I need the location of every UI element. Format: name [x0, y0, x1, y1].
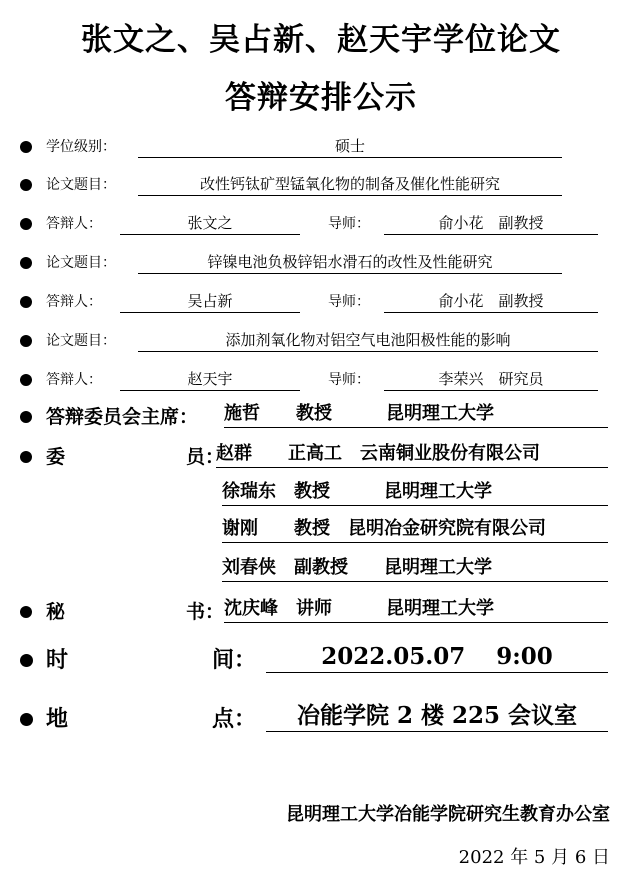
student-row [20, 367, 612, 395]
advisor-name: 俞小花 副教授 [384, 290, 598, 313]
title-line-1: 张文之、吴占新、赵天宇学位论文 [81, 22, 561, 58]
time-value: 2022.05.07 9:00 [266, 642, 608, 673]
time-label-b: 间： [212, 647, 257, 673]
bullet-icon [20, 257, 32, 269]
advisor-label: 导师： [328, 294, 370, 310]
advisor-name: 俞小花 副教授 [384, 212, 598, 235]
place-label-a: 地 [46, 706, 69, 732]
topic-label: 论文题目： [46, 255, 116, 271]
student-label: 答辩人： [46, 372, 102, 388]
student-row [20, 289, 612, 317]
bullet-icon [20, 713, 33, 726]
member-item: 徐瑞东 教授 昆明理工大学 [222, 479, 608, 506]
secretary-label-b: 书： [186, 601, 225, 623]
student-name: 吴占新 [120, 290, 300, 313]
members-label-b: 员： [186, 446, 225, 468]
secretary-row [20, 597, 612, 625]
degree-row [20, 134, 612, 162]
bullet-icon [20, 296, 32, 308]
thesis-topic: 改性钙钛矿型锰氧化物的制备及催化性能研究 [138, 173, 562, 196]
member-item: 刘春侠 副教授 昆明理工大学 [222, 555, 608, 582]
members-label-a: 委 [46, 446, 66, 468]
student-label: 答辩人： [46, 216, 102, 232]
topic-label: 论文题目： [46, 177, 116, 193]
chair-label: 答辩委员会主席： [46, 406, 199, 428]
chair-value: 施哲 教授 昆明理工大学 [224, 401, 608, 428]
student-label: 答辩人： [46, 294, 102, 310]
place-label-b: 点： [212, 706, 257, 732]
time-label-a: 时 [46, 647, 69, 673]
place-row [20, 702, 612, 730]
bullet-icon [20, 218, 32, 230]
issuing-office: 昆明理工大学冶能学院研究生教育办公室 [286, 804, 610, 825]
bullet-icon [20, 451, 32, 463]
bullet-icon [20, 179, 32, 191]
student-name: 张文之 [120, 212, 300, 235]
time-row [20, 643, 612, 671]
member-item: 赵群 正高工 云南铜业股份有限公司 [216, 441, 608, 468]
advisor-label: 导师： [328, 372, 370, 388]
bullet-icon [20, 411, 32, 423]
degree-label: 学位级别： [46, 139, 116, 155]
place-value: 冶能学院 2 楼 225 会议室 [266, 701, 608, 732]
topic-label: 论文题目： [46, 333, 116, 349]
thesis-topic: 锌镍电池负极锌铝水滑石的改性及性能研究 [138, 251, 562, 274]
committee-chair-row [20, 402, 612, 430]
thesis-topic-row [20, 172, 612, 200]
secretary-label-a: 秘 [46, 601, 66, 623]
committee-members-row [20, 517, 612, 545]
degree-value: 硕士 [138, 135, 562, 158]
committee-members-row [20, 556, 612, 584]
bullet-icon [20, 335, 32, 347]
issue-date: 2022 年 5 月 6 日 [458, 847, 610, 868]
bullet-icon [20, 654, 33, 667]
bullet-icon [20, 141, 32, 153]
student-name: 赵天宇 [120, 368, 300, 391]
thesis-topic-row [20, 250, 612, 278]
title-line-2: 答辩安排公示 [225, 80, 417, 116]
committee-members-row [20, 442, 612, 470]
student-row [20, 211, 612, 239]
secretary-value: 沈庆峰 讲师 昆明理工大学 [224, 596, 608, 623]
advisor-label: 导师： [328, 216, 370, 232]
advisor-name: 李荣兴 研究员 [384, 368, 598, 391]
bullet-icon [20, 374, 32, 386]
thesis-topic-row [20, 328, 612, 356]
bullet-icon [20, 606, 32, 618]
thesis-topic: 添加剂氧化物对铝空气电池阳极性能的影响 [138, 329, 598, 352]
committee-members-row [20, 480, 612, 508]
member-item: 谢刚 教授 昆明冶金研究院有限公司 [222, 516, 608, 543]
